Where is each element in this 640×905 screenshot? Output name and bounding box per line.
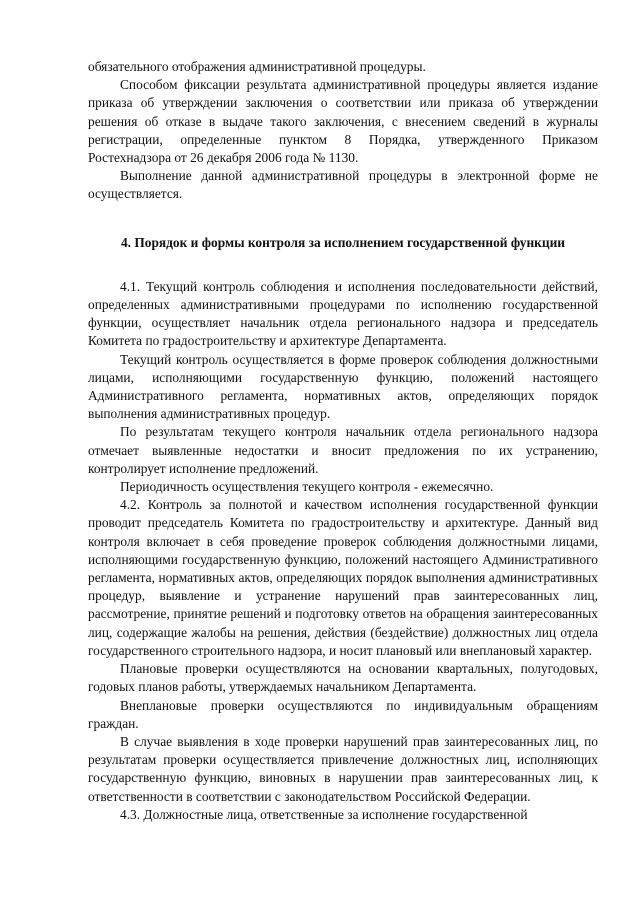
paragraph-unplanned-checks: Внеплановые проверки осуществляются по индивидуальным обращениям граждан. bbox=[88, 697, 598, 731]
paragraph-4-2: 4.2. Контроль за полнотой и качеством исполнения государственной функции проводит председатель Комитета по градостроительству и архитектуре. Данный вид контроля включает в себя проведение проверок соблюдения должностными лицами, исполняющими государственную функцию, положений настоящего Административного регламента, нормативных актов, определяющих порядок выполнения административных процедур, выявление и устранение нарушений прав заинтересованных лиц, рассмотрение, принятие решений и подготовку ответов на обращения заинтересованных лиц, содержащие жалобы на решения, действия (бездействие) должностных лиц отдела государственного строительного надзора, и носит плановый или внеплановый характер. bbox=[88, 497, 598, 658]
paragraph-violations: В случае выявления в ходе проверки нарушений прав заинтересованных лиц, по результатам проверки осуществляется привлечение должностных лиц, исполняющих государственную функцию, виновных в нарушении прав заинтересованных лиц, к ответственности в соответствии с законодательством Российской Федерации. bbox=[88, 733, 598, 804]
paragraph-planned-checks: Плановые проверки осуществляются на основании квартальных, полугодовых, годовых планов работы, утверждаемых начальником Департамента. bbox=[88, 661, 598, 695]
paragraph-electronic-form: Выполнение данной административной процедуры в электронной форме не осуществляется. bbox=[88, 168, 598, 202]
paragraph-continuation: обязательного отображения административной процедуры. bbox=[88, 59, 426, 74]
paragraph-control-periodicity: Периодичность осуществления текущего контроля - ежемесячно. bbox=[120, 479, 494, 495]
paragraph-fixation-method: Способом фиксации результата административной процедуры является издание приказа об утверждении заключения о соответствии или приказа об утверждении решения об отказе в выдаче такого заключения, с внесением сведений в журналы регистрации, определенные пунктом 8 Порядка, утвержденного Приказом Ростехнадзора от 26 декабря 2006 года № 1130. bbox=[88, 77, 598, 166]
section-heading: 4. Порядок и формы контроля за исполнением государственной функции bbox=[120, 234, 566, 250]
paragraph-current-control-form: Текущий контроль осуществляется в форме проверок соблюдения должностными лицами, исполняющими государственную функцию, положений настоящего Административного регламента, нормативных актов, определяющих порядок выполнения административных процедур. bbox=[88, 351, 598, 422]
paragraph-control-results: По результатам текущего контроля начальник отдела регионального надзора отмечает выявленные недостатки и вносит предложения по их устранению, контролирует исполнение предложений. bbox=[88, 424, 598, 476]
paragraph-4-3: 4.3. Должностные лица, ответственные за исполнение государственной bbox=[120, 806, 528, 822]
paragraph-4-1: 4.1. Текущий контроль соблюдения и исполнения последовательности действий, определенных административными процедурами по исполнению государственной функции, осуществляет начальник отдела регионального надзора и председатель Комитета по градостроительству и архитектуре Департамента. bbox=[88, 278, 598, 349]
document-page bbox=[88, 58, 598, 824]
